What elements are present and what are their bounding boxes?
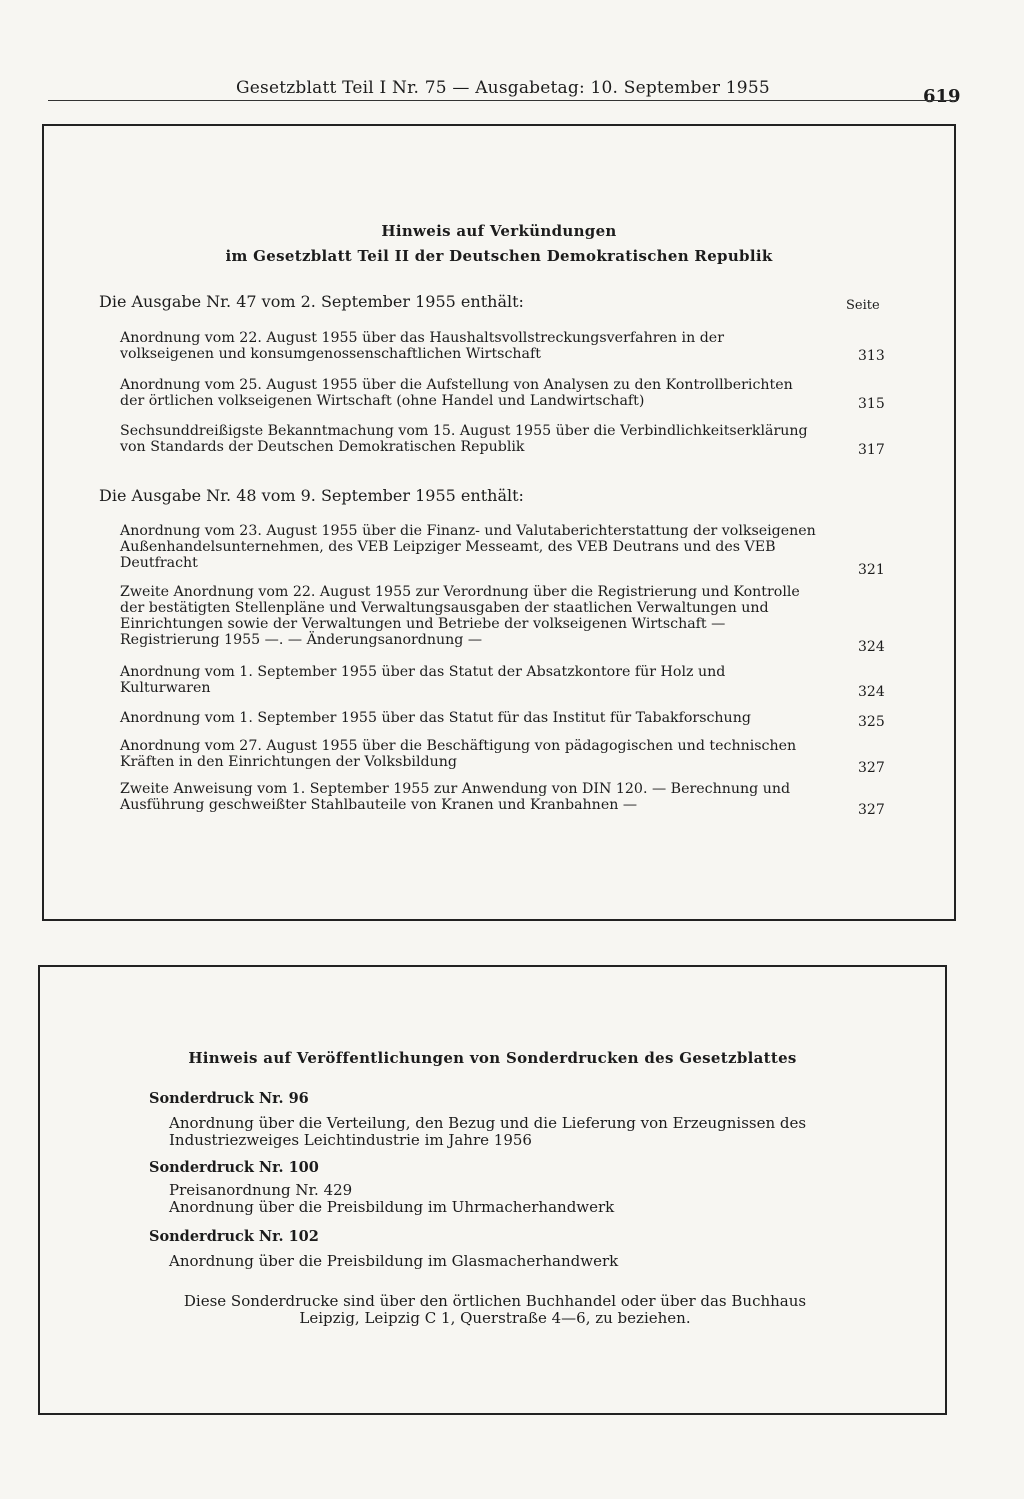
toc-entry-page: 327 (858, 802, 885, 818)
toc-entry-page: 317 (858, 442, 885, 458)
toc-entry (120, 664, 816, 696)
running-head: Gesetzblatt Teil I Nr. 75 — Ausgabetag: 10. September 1955 (236, 78, 770, 98)
toc-entry (120, 781, 816, 813)
toc-entry-text: Zweite Anweisung vom 1. September 1955 zur Anwendung von DIN 120. — Berechnung und Ausführung geschweißter Stahlbauteile von Kranen und Kranbahnen — (120, 781, 791, 813)
toc-entry-text: Sechsunddreißigste Bekanntmachung vom 15. August 1955 über die Verbindlichkeitserklärung von Standards der Deutschen Demokratischen Republik (120, 423, 808, 455)
special-print-label: Sonderdruck Nr. 96 (149, 1090, 309, 1107)
special-print-text: Anordnung über die Preisbildung im Glasmacherhandwerk (169, 1252, 619, 1270)
toc-entry (120, 738, 816, 770)
toc-entry (120, 584, 816, 648)
toc-entry-page: 324 (858, 684, 885, 700)
page-column-label: Seite (846, 298, 880, 313)
notice1-title-line1: Hinweis auf Verkündungen (381, 222, 617, 240)
toc-entry-page: 327 (858, 760, 885, 776)
toc-entry-page: 325 (858, 714, 885, 730)
special-print-text: Preisanordnung Nr. 429 Anordnung über die Preisbildung im Uhrmacherhandwerk (169, 1181, 615, 1216)
toc-entry-page: 315 (858, 396, 885, 412)
special-print-text: Anordnung über die Verteilung, den Bezug und die Lieferung von Erzeugnissen des Industriezweiges Leichtindustrie im Jahre 1956 (169, 1114, 807, 1149)
notice-announcements-box (42, 124, 956, 921)
toc-entry-page: 321 (858, 562, 885, 578)
issue-heading-47: Die Ausgabe Nr. 47 vom 2. September 1955 enthält: (99, 292, 524, 311)
notice2-title: Hinweis auf Veröffentlichungen von Sonderdrucken des Gesetzblattes (188, 1049, 797, 1067)
special-print-label: Sonderdruck Nr. 102 (149, 1228, 319, 1245)
toc-entry-text: Anordnung vom 23. August 1955 über die Finanz- und Valutaberichterstattung der volkseigenen Außenhandelsunternehmen, des VEB Leipziger Messeamt, des VEB Deutrans und des VEB Deutfracht (120, 523, 816, 571)
toc-entry-text: Anordnung vom 22. August 1955 über das Haushaltsvollstreckungsverfahren in der volkseigenen und konsumgenossenschaftlichen Wirtschaft (120, 330, 724, 362)
toc-entry-text: Anordnung vom 25. August 1955 über die Aufstellung von Analysen zu den Kontrollberichten der örtlichen volkseigenen Wirtschaft (ohne Handel und Landwirtschaft) (120, 377, 793, 409)
toc-entry-page: 324 (858, 639, 885, 655)
toc-entry (120, 423, 816, 455)
toc-entry-text: Zweite Anordnung vom 22. August 1955 zur Verordnung über die Registrierung und Kontrolle der bestätigten Stellenpläne und Verwaltungsausgaben der staatlichen Verwaltungen und Einrichtungen sowie der Verwaltungen und Betriebe der volkseigenen Wirtschaft — Registrierung 1955 —. — Änderungsanordnung — (120, 584, 800, 648)
toc-entry-text: Anordnung vom 1. September 1955 über das Statut für das Institut für Tabakforschung (120, 710, 751, 726)
toc-entry (120, 710, 816, 726)
special-print-label: Sonderdruck Nr. 100 (149, 1159, 319, 1176)
ordering-note: Diese Sonderdrucke sind über den örtlichen Buchhandel oder über das Buchhaus Leipzig, Leipzig C 1, Querstraße 4—6, zu beziehen. (183, 1292, 807, 1327)
toc-entry (120, 330, 816, 362)
notice-special-prints-box (38, 965, 947, 1415)
toc-entry (120, 377, 816, 409)
toc-entry-page: 313 (858, 348, 885, 364)
notice1-title-line2: im Gesetzblatt Teil II der Deutschen Demokratischen Republik (225, 247, 773, 265)
toc-entry-text: Anordnung vom 27. August 1955 über die Beschäftigung von pädagogischen und technischen Kräften in den Einrichtungen der Volksbildung (120, 738, 797, 770)
toc-entry-text: Anordnung vom 1. September 1955 über das Statut der Absatzkontore für Holz und Kulturwaren (120, 664, 726, 696)
header-rule (48, 100, 958, 101)
toc-entry (120, 523, 816, 571)
issue-heading-48: Die Ausgabe Nr. 48 vom 9. September 1955 enthält: (99, 486, 524, 505)
page-number: 619 (923, 86, 961, 107)
